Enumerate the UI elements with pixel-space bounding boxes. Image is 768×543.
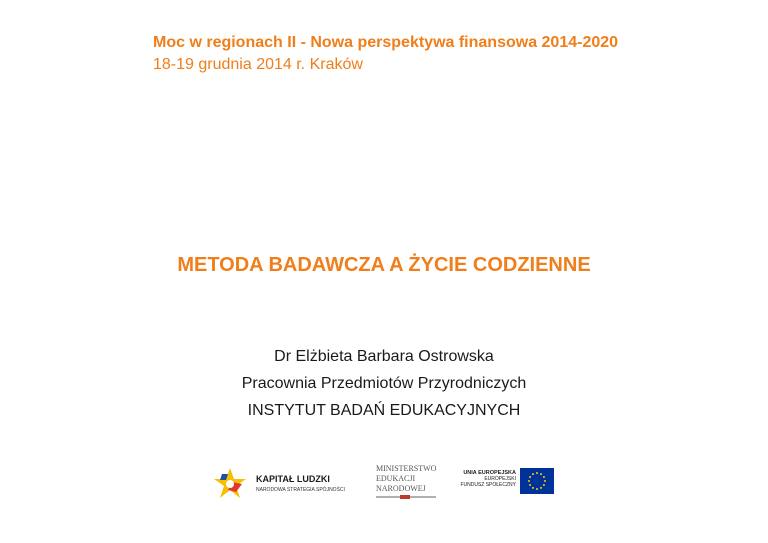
eu-star — [543, 476, 545, 478]
eu-star — [528, 480, 530, 482]
unia-line2: EUROPEJSKI — [484, 476, 516, 482]
kapital-ludzki-name: KAPITAŁ LUDZKI — [256, 474, 330, 484]
eu-star — [529, 484, 531, 486]
ministerstwo-line1: MINISTERSTWO — [376, 464, 437, 473]
eu-star — [540, 473, 542, 475]
ministerstwo-accent — [400, 495, 410, 499]
eu-star — [543, 484, 545, 486]
ministerstwo-line3: NARODOWEJ — [376, 484, 426, 493]
eu-flag-icon — [520, 468, 554, 494]
event-header — [153, 32, 618, 76]
kapital-ludzki-logo — [212, 466, 352, 506]
event-title: Moc w regionach II - Nowa perspektywa finansowa 2014-2020 — [153, 34, 619, 51]
event-date: 18-19 grudnia 2014 r. Kraków — [153, 56, 363, 73]
kapital-ludzki-mark-icon — [212, 466, 248, 502]
eu-star — [536, 488, 538, 490]
author-institute: INSTYTUT BADAŃ EDUKACYJNYCH — [247, 402, 521, 419]
eu-star — [529, 476, 531, 478]
unia-europejska-logo — [462, 468, 558, 502]
eu-star — [532, 487, 534, 489]
ministerstwo-line2: EDUKACJI — [376, 474, 416, 483]
presentation-title: METODA BADAWCZA A ŻYCIE CODZIENNE — [177, 254, 591, 276]
ministerstwo-logo — [376, 464, 456, 508]
eu-star — [532, 473, 534, 475]
kapital-ludzki-subtitle: NARODOWA STRATEGIA SPÓJNOŚCI — [256, 487, 345, 493]
eu-star — [544, 480, 546, 482]
logo-strip — [0, 462, 768, 512]
unia-line1: UNIA EUROPEJSKA — [463, 470, 516, 476]
author-name: Dr Elżbieta Barbara Ostrowska — [274, 348, 494, 365]
author-block — [0, 343, 768, 424]
author-unit: Pracownia Przedmiotów Przyrodniczych — [241, 375, 527, 392]
unia-line3: FUNDUSZ SPOŁECZNY — [460, 482, 516, 488]
eu-star — [540, 487, 542, 489]
unia-text — [460, 470, 516, 488]
eu-star — [536, 472, 538, 474]
